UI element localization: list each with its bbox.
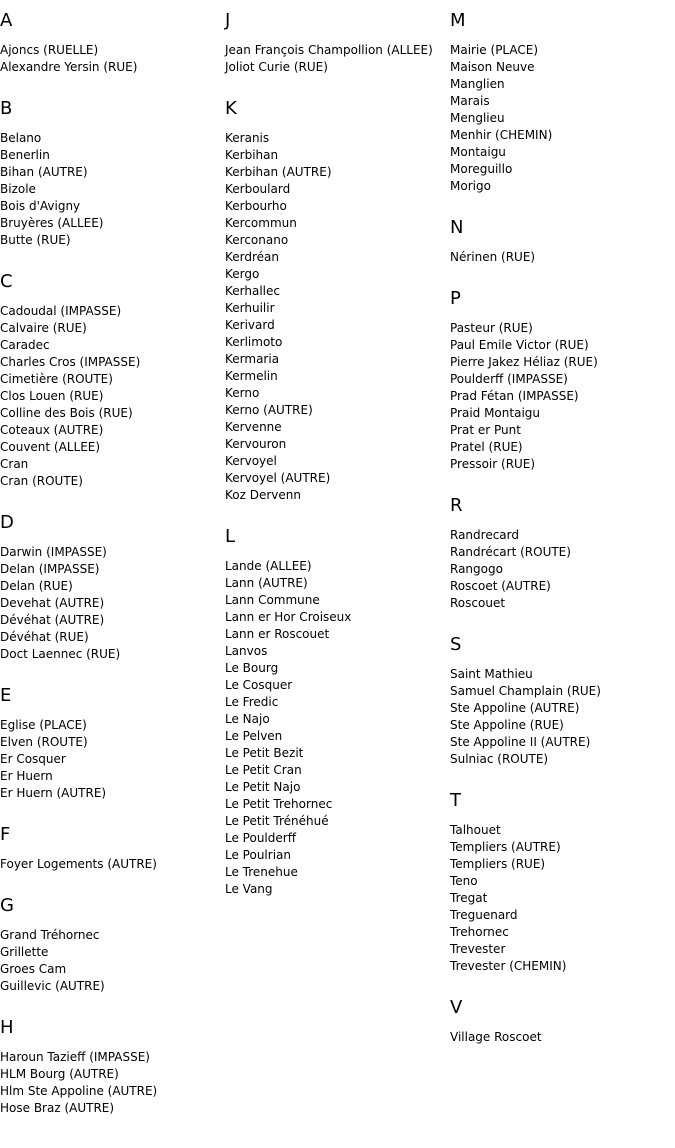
street-link[interactable]: Bizole bbox=[0, 182, 36, 196]
street-link[interactable]: Kerno bbox=[225, 386, 260, 400]
letter-section-j bbox=[225, 10, 447, 76]
street-link[interactable]: Samuel Champlain (RUE) bbox=[450, 684, 601, 698]
street-link[interactable]: Ste Appoline (AUTRE) bbox=[450, 701, 580, 715]
street-link[interactable]: Kervoyel bbox=[225, 454, 277, 468]
street-link[interactable]: Le Cosquer bbox=[225, 678, 293, 692]
letter-heading: C bbox=[0, 271, 13, 292]
street-link[interactable]: Er Huern (AUTRE) bbox=[0, 786, 107, 800]
street-link[interactable]: Caradec bbox=[0, 338, 50, 352]
letter-section-n bbox=[450, 217, 675, 266]
column-3 bbox=[450, 10, 675, 1068]
street-link[interactable]: Kerno (AUTRE) bbox=[225, 403, 313, 417]
street-link[interactable]: Keranis bbox=[225, 131, 270, 145]
street-link[interactable]: Le Bourg bbox=[225, 661, 279, 675]
letter-heading: T bbox=[450, 790, 461, 811]
street-list bbox=[450, 249, 675, 266]
street-link[interactable]: Morigo bbox=[450, 179, 491, 193]
street-link[interactable]: Colline des Bois (RUE) bbox=[0, 406, 133, 420]
street-link[interactable]: Talhouet bbox=[450, 823, 501, 837]
street-list bbox=[0, 717, 222, 802]
letter-heading: M bbox=[450, 10, 466, 31]
street-link[interactable]: Trevester bbox=[450, 942, 506, 956]
street-link[interactable]: Kergo bbox=[225, 267, 260, 281]
street-link[interactable]: Le Petit Cran bbox=[225, 763, 302, 777]
street-link[interactable]: Delan (IMPASSE) bbox=[0, 562, 100, 576]
letter-section-a bbox=[0, 10, 222, 76]
street-link[interactable]: HLM Bourg (AUTRE) bbox=[0, 1067, 119, 1081]
street-link[interactable]: Bois d'Avigny bbox=[0, 199, 81, 213]
letter-heading: S bbox=[450, 634, 462, 655]
street-list bbox=[0, 1049, 222, 1117]
street-link[interactable]: Pratel (RUE) bbox=[450, 440, 523, 454]
street-list bbox=[0, 303, 222, 490]
letter-heading: F bbox=[0, 824, 11, 845]
street-link[interactable]: Trevester (CHEMIN) bbox=[450, 959, 567, 973]
street-link[interactable]: Teno bbox=[450, 874, 478, 888]
letter-section-d bbox=[0, 512, 222, 663]
street-link[interactable]: Hose Braz (AUTRE) bbox=[0, 1101, 115, 1115]
street-link[interactable]: Praid Montaigu bbox=[450, 406, 540, 420]
street-link[interactable]: Pasteur (RUE) bbox=[450, 321, 533, 335]
street-link[interactable]: Kerdréan bbox=[225, 250, 280, 264]
street-link[interactable]: Lann er Hor Croiseux bbox=[225, 610, 352, 624]
letter-section-c bbox=[0, 271, 222, 490]
street-link[interactable]: Dévéhat (RUE) bbox=[0, 630, 89, 644]
street-link[interactable]: Groes Cam bbox=[0, 962, 67, 976]
street-link[interactable]: Montaigu bbox=[450, 145, 506, 159]
street-link[interactable]: Kervenne bbox=[225, 420, 282, 434]
street-list bbox=[0, 544, 222, 663]
street-link[interactable]: Benerlin bbox=[0, 148, 50, 162]
letter-heading: K bbox=[225, 98, 237, 119]
street-link[interactable]: Mairie (PLACE) bbox=[450, 43, 539, 57]
street-link[interactable]: Kercommun bbox=[225, 216, 297, 230]
street-link[interactable]: Koz Dervenn bbox=[225, 488, 301, 502]
letter-heading: P bbox=[450, 288, 461, 309]
street-link[interactable]: Le Fredic bbox=[225, 695, 279, 709]
street-list bbox=[450, 320, 675, 473]
street-list bbox=[0, 42, 222, 76]
letter-heading: D bbox=[0, 512, 14, 533]
street-link[interactable]: Nérinen (RUE) bbox=[450, 250, 536, 264]
street-link[interactable]: Marais bbox=[450, 94, 490, 108]
letter-section-s bbox=[450, 634, 675, 768]
street-link[interactable]: Le Petit Najo bbox=[225, 780, 301, 794]
letter-heading: R bbox=[450, 495, 463, 516]
letter-heading: E bbox=[0, 685, 12, 706]
street-link[interactable]: Saint Mathieu bbox=[450, 667, 533, 681]
street-link[interactable]: Lande (ALLEE) bbox=[225, 559, 312, 573]
street-link[interactable]: Prad Fétan (IMPASSE) bbox=[450, 389, 579, 403]
letter-heading: J bbox=[225, 10, 231, 31]
letter-section-f bbox=[0, 824, 222, 873]
street-link[interactable]: Kerhuilir bbox=[225, 301, 275, 315]
street-link[interactable]: Kervoyel (AUTRE) bbox=[225, 471, 331, 485]
street-link[interactable]: Le Poulrian bbox=[225, 848, 291, 862]
street-list bbox=[450, 666, 675, 768]
street-link[interactable]: Roscouet bbox=[450, 596, 506, 610]
street-link[interactable]: Le Vang bbox=[225, 882, 273, 896]
street-list bbox=[225, 130, 447, 504]
street-link[interactable]: Manglien bbox=[450, 77, 505, 91]
street-link[interactable]: Joliot Curie (RUE) bbox=[225, 60, 328, 74]
letter-section-p bbox=[450, 288, 675, 473]
street-link[interactable]: Ste Appoline II (AUTRE) bbox=[450, 735, 591, 749]
street-link[interactable]: Coteaux (AUTRE) bbox=[0, 423, 104, 437]
street-link[interactable]: Templiers (RUE) bbox=[450, 857, 546, 871]
street-link[interactable]: Kerbihan bbox=[225, 148, 279, 162]
street-link[interactable]: Guillevic (AUTRE) bbox=[0, 979, 105, 993]
letter-section-b bbox=[0, 98, 222, 249]
street-link[interactable]: Le Petit Bezit bbox=[225, 746, 304, 760]
street-link[interactable]: Kerhallec bbox=[225, 284, 280, 298]
street-link[interactable]: Le Pelven bbox=[225, 729, 283, 743]
letter-section-m bbox=[450, 10, 675, 195]
street-link[interactable]: Cran bbox=[0, 457, 29, 471]
street-link[interactable]: Butte (RUE) bbox=[0, 233, 71, 247]
street-link[interactable]: Treguenard bbox=[450, 908, 518, 922]
street-link[interactable]: Kerivard bbox=[225, 318, 275, 332]
street-link[interactable]: Kerbourho bbox=[225, 199, 287, 213]
street-link[interactable]: Menglieu bbox=[450, 111, 505, 125]
street-link[interactable]: Lann er Roscouet bbox=[225, 627, 330, 641]
street-link[interactable]: Le Poulderff bbox=[225, 831, 296, 845]
street-link[interactable]: Dévéhat (AUTRE) bbox=[0, 613, 105, 627]
street-link[interactable]: Doct Laennec (RUE) bbox=[0, 647, 121, 661]
letter-section-r bbox=[450, 495, 675, 612]
street-link[interactable]: Kervouron bbox=[225, 437, 287, 451]
column-2 bbox=[225, 10, 447, 920]
street-link[interactable]: Clos Louen (RUE) bbox=[0, 389, 104, 403]
street-link[interactable]: Cimetière (ROUTE) bbox=[0, 372, 113, 386]
street-link[interactable]: Lanvos bbox=[225, 644, 268, 658]
street-link[interactable]: Kerlimoto bbox=[225, 335, 283, 349]
street-link[interactable]: Charles Cros (IMPASSE) bbox=[0, 355, 141, 369]
street-link[interactable]: Couvent (ALLEE) bbox=[0, 440, 101, 454]
street-link[interactable]: Le Petit Trehornec bbox=[225, 797, 333, 811]
street-link[interactable]: Er Huern bbox=[0, 769, 53, 783]
street-link[interactable]: Rangogo bbox=[450, 562, 503, 576]
letter-section-g bbox=[0, 895, 222, 995]
street-link[interactable]: Tregat bbox=[450, 891, 488, 905]
letter-heading: L bbox=[225, 526, 236, 547]
street-link[interactable]: Roscoet (AUTRE) bbox=[450, 579, 551, 593]
street-link[interactable]: Le Petit Trénéhué bbox=[225, 814, 329, 828]
letter-section-l bbox=[225, 526, 447, 898]
street-link[interactable]: Kermaria bbox=[225, 352, 280, 366]
street-link[interactable]: Pressoir (RUE) bbox=[450, 457, 536, 471]
street-link[interactable]: Eglise (PLACE) bbox=[0, 718, 87, 732]
street-link[interactable]: Pierre Jakez Héliaz (RUE) bbox=[450, 355, 598, 369]
letter-heading: N bbox=[450, 217, 464, 238]
street-link[interactable]: Delan (RUE) bbox=[0, 579, 73, 593]
street-link[interactable]: Randrécart (ROUTE) bbox=[450, 545, 571, 559]
street-link[interactable]: Jean François Champollion (ALLEE) bbox=[225, 43, 433, 57]
street-link[interactable]: Bihan (AUTRE) bbox=[0, 165, 88, 179]
street-link[interactable]: Randrecard bbox=[450, 528, 519, 542]
street-link[interactable]: Trehornec bbox=[450, 925, 509, 939]
street-link[interactable]: Kerboulard bbox=[225, 182, 291, 196]
street-list bbox=[0, 856, 222, 873]
street-link[interactable]: Foyer Logements (AUTRE) bbox=[0, 857, 157, 871]
street-link[interactable]: Belano bbox=[0, 131, 42, 145]
street-list bbox=[225, 558, 447, 898]
street-link[interactable]: Lann (AUTRE) bbox=[225, 576, 308, 590]
letter-heading: V bbox=[450, 997, 463, 1018]
street-link[interactable]: Er Cosquer bbox=[0, 752, 66, 766]
street-link[interactable]: Calvaire (RUE) bbox=[0, 321, 87, 335]
street-link[interactable]: Kermelin bbox=[225, 369, 278, 383]
street-link[interactable]: Haroun Tazieff (IMPASSE) bbox=[0, 1050, 150, 1064]
street-link[interactable]: Elven (ROUTE) bbox=[0, 735, 88, 749]
street-link[interactable]: Kerconano bbox=[225, 233, 289, 247]
street-link[interactable]: Le Najo bbox=[225, 712, 270, 726]
letter-heading: B bbox=[0, 98, 13, 119]
letter-section-k bbox=[225, 98, 447, 504]
street-list bbox=[225, 42, 447, 76]
street-list bbox=[0, 130, 222, 249]
street-list bbox=[0, 927, 222, 995]
letter-section-h bbox=[0, 1017, 222, 1117]
street-list bbox=[450, 822, 675, 975]
letter-section-t bbox=[450, 790, 675, 975]
street-list bbox=[450, 1029, 675, 1046]
street-link[interactable]: Templiers (AUTRE) bbox=[450, 840, 561, 854]
street-link[interactable]: Paul Emile Victor (RUE) bbox=[450, 338, 589, 352]
street-link[interactable]: Village Roscoet bbox=[450, 1030, 542, 1044]
column-1 bbox=[0, 10, 222, 1139]
street-link[interactable]: Darwin (IMPASSE) bbox=[0, 545, 107, 559]
letter-section-e bbox=[0, 685, 222, 802]
street-link[interactable]: Grillette bbox=[0, 945, 49, 959]
letter-heading: A bbox=[0, 10, 13, 31]
letter-section-v bbox=[450, 997, 675, 1046]
street-link[interactable]: Ste Appoline (RUE) bbox=[450, 718, 564, 732]
street-link[interactable]: Cran (ROUTE) bbox=[0, 474, 83, 488]
street-link[interactable]: Devehat (AUTRE) bbox=[0, 596, 105, 610]
street-link[interactable]: Grand Tréhornec bbox=[0, 928, 100, 942]
street-list bbox=[450, 42, 675, 195]
street-link[interactable]: Maison Neuve bbox=[450, 60, 535, 74]
street-link[interactable]: Bruyères (ALLEE) bbox=[0, 216, 104, 230]
street-link[interactable]: Kerbihan (AUTRE) bbox=[225, 165, 332, 179]
street-link[interactable]: Menhir (CHEMIN) bbox=[450, 128, 553, 142]
street-link[interactable]: Ajoncs (RUELLE) bbox=[0, 43, 99, 57]
street-link[interactable]: Hlm Ste Appoline (AUTRE) bbox=[0, 1084, 158, 1098]
street-link[interactable]: Prat er Punt bbox=[450, 423, 521, 437]
letter-heading: G bbox=[0, 895, 14, 916]
letter-heading: H bbox=[0, 1017, 14, 1038]
street-link[interactable]: Alexandre Yersin (RUE) bbox=[0, 60, 138, 74]
street-link[interactable]: Cadoudal (IMPASSE) bbox=[0, 304, 122, 318]
street-link[interactable]: Moreguillo bbox=[450, 162, 513, 176]
street-link[interactable]: Lann Commune bbox=[225, 593, 320, 607]
street-link[interactable]: Le Trenehue bbox=[225, 865, 298, 879]
street-link[interactable]: Sulniac (ROUTE) bbox=[450, 752, 549, 766]
street-list bbox=[450, 527, 675, 612]
street-link[interactable]: Poulderff (IMPASSE) bbox=[450, 372, 568, 386]
